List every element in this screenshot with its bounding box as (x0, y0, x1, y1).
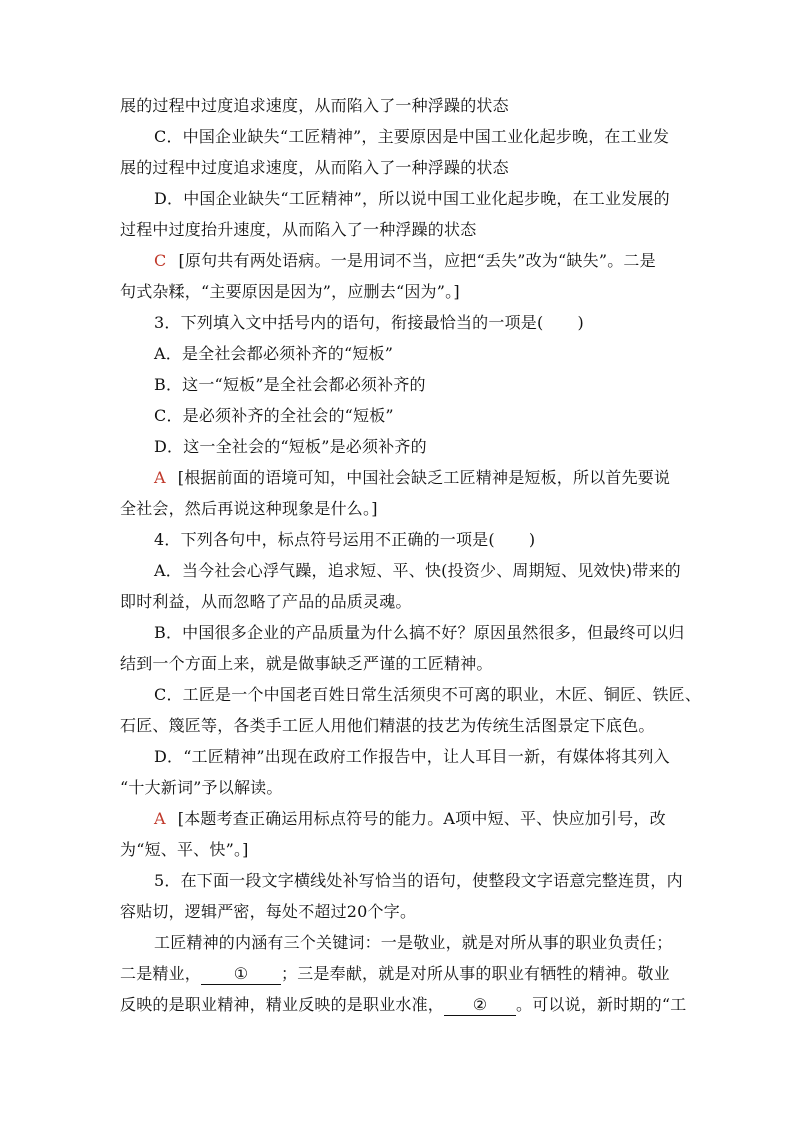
option-a: A．是全社会都必须补齐的“短板” (154, 344, 394, 363)
option-a: A．当今社会心浮气躁，追求短、平、快(投资少、周期短、见效快)带来的 (154, 561, 681, 580)
text-line: 句式杂糅，“主要原因是因为”，应删去“因为”。] (120, 282, 460, 301)
option-b: B．中国很多企业的产品质量为什么搞不好？原因虽然很多，但最终可以归 (154, 623, 685, 642)
option-b: B．这一“短板”是全社会都必须补齐的 (154, 375, 426, 394)
option-d: D．“工匠精神”出现在政府工作报告中，让人耳目一新，有媒体将其列入 (154, 747, 670, 766)
question-3: 3．下列填入文中括号内的语句，衔接最恰当的一项是( ) (154, 313, 584, 332)
question-5: 5．在下面一段文字横线处补写恰当的语句，使整段文字语意完整连贯，内 (154, 871, 683, 890)
answer-explanation: C [原句共有两处语病。一是用词不当，应把“丢失”改为“缺失”。二是 (154, 251, 656, 270)
document-page (120, 90, 702, 1020)
text-line: 石匠、篾匠等，各类手工匠人用他们精湛的技艺为传统生活图景定下底色。 (120, 716, 655, 735)
option-c-line: C．中国企业缺失“工匠精神”，主要原因是中国工业化起步晚，在工业发 (154, 127, 670, 146)
passage-line: 反映的是职业精神，精业反映的是职业水准， ② 。可以说，新时期的“工 (120, 995, 687, 1014)
text-line: 全社会，然后再说这种现象是什么。] (120, 499, 378, 518)
text-line: 即时利益，从而忽略了产品的品质灵魂。 (120, 592, 412, 611)
answer-explanation: A [根据前面的语境可知，中国社会缺乏工匠精神是短板，所以首先要说 (154, 468, 671, 487)
text-line: “十大新词”予以解读。 (120, 778, 283, 797)
answer-letter: C (154, 251, 167, 270)
answer-letter: A (154, 468, 166, 487)
text-line: 容贴切，逻辑严密，每处不超过20个字。 (120, 902, 417, 921)
answer-explanation: A [本题考查正确运用标点符号的能力。A项中短、平、快应加引号，改 (154, 809, 666, 828)
blank-2[interactable]: ② (444, 995, 516, 1016)
text-line: 结到一个方面上来，就是做事缺乏严谨的工匠精神。 (120, 654, 493, 673)
text-line: 为“短、平、快”。] (120, 840, 249, 859)
option-c: C．工匠是一个中国老百姓日常生活须臾不可离的职业，木匠、铜匠、铁匠、 (154, 685, 702, 704)
question-4: 4．下列各句中，标点符号运用不正确的一项是( ) (154, 530, 536, 549)
passage-line: 工匠精神的内涵有三个关键词：一是敬业，就是对所从事的职业负责任； (154, 933, 673, 952)
blank-1[interactable]: ① (201, 964, 281, 985)
option-d: D．这一全社会的“短板”是必须补齐的 (154, 437, 427, 456)
answer-letter: A (154, 809, 166, 828)
option-d-line: D．中国企业缺失“工匠精神”，所以说中国工业化起步晚，在工业发展的 (154, 189, 670, 208)
text-line: 过程中过度抬升速度，从而陷入了一种浮躁的状态 (120, 220, 477, 239)
passage-line: 二是精业， ① ；三是奉献，就是对所从事的职业有牺牲的精神。敬业 (120, 964, 670, 983)
text-line: 展的过程中过度追求速度，从而陷入了一种浮躁的状态 (120, 158, 509, 177)
text-line: 展的过程中过度追求速度，从而陷入了一种浮躁的状态 (120, 96, 509, 115)
option-c: C．是必须补齐的全社会的“短板” (154, 406, 394, 425)
